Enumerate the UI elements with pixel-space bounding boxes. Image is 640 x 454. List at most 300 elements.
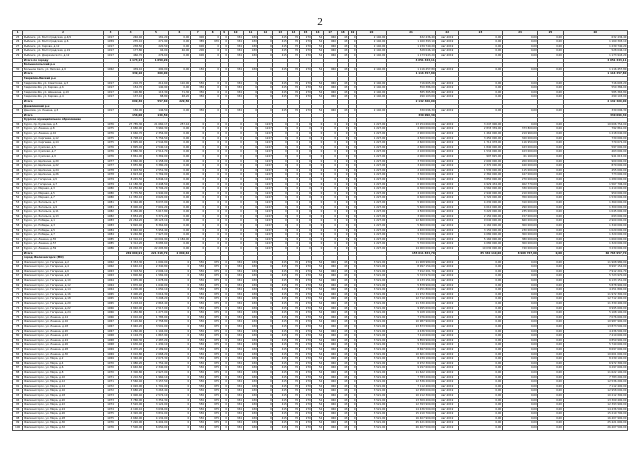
table-cell: 0 bbox=[258, 393, 273, 398]
table-cell: 330 096,30 bbox=[563, 113, 627, 118]
table-cell: Авг.2019 bbox=[436, 150, 459, 155]
table-cell: 0 bbox=[205, 168, 220, 173]
table-cell: 528 046,10 bbox=[563, 49, 627, 54]
table-cell: 0,00 bbox=[538, 361, 563, 366]
table-cell: 0 bbox=[349, 329, 357, 334]
table-cell: 0,00 bbox=[459, 407, 503, 412]
table-cell: 3 016,30 bbox=[143, 292, 168, 297]
table-cell: Авг.2019 bbox=[436, 426, 459, 431]
table-cell: 550 bbox=[190, 265, 205, 270]
table-cell: 150 bbox=[190, 67, 205, 72]
table-cell: 0,00 bbox=[502, 389, 538, 394]
table-cell: 43 bbox=[337, 265, 348, 270]
table-cell: 0 bbox=[258, 260, 273, 265]
table-cell: 0 bbox=[349, 366, 357, 371]
table-cell: 0,00 bbox=[538, 228, 563, 233]
table-cell: 600 bbox=[190, 44, 205, 49]
table-cell: 270 bbox=[299, 44, 312, 49]
table-cell: 380 000,00 bbox=[502, 237, 538, 242]
table-cell: 0,00 bbox=[459, 375, 503, 380]
table-cell: 2 140,00 bbox=[357, 35, 387, 40]
table-cell: 0 bbox=[190, 173, 205, 178]
table-cell: 3 521,00 bbox=[357, 288, 387, 293]
table-cell: 0 bbox=[323, 182, 337, 187]
table-cell: 0 bbox=[228, 223, 243, 228]
table-cell: 0 bbox=[220, 182, 228, 187]
table-cell: 0 bbox=[299, 122, 312, 127]
table-cell: 585 365,80 bbox=[386, 90, 435, 95]
table-cell: Железногорск, ул. Мира, д.18 bbox=[23, 393, 103, 398]
table-cell: 67 bbox=[13, 274, 23, 279]
table-cell: 42 bbox=[13, 150, 23, 155]
table-cell: 430 bbox=[243, 279, 258, 284]
table-cell: 0,00 bbox=[538, 145, 563, 150]
table-cell: 975 bbox=[205, 306, 220, 311]
table-cell: 415 bbox=[273, 269, 288, 274]
table-cell: 0 bbox=[258, 412, 273, 417]
table-cell: 415 bbox=[273, 311, 288, 316]
table-cell: 2 006,10 bbox=[143, 269, 168, 274]
table-cell: 0,00 bbox=[502, 380, 538, 385]
table-cell: 3 521,00 bbox=[357, 320, 387, 325]
table-cell: 2 903,50 bbox=[118, 168, 143, 173]
table-cell: 11 350,10 bbox=[118, 196, 143, 201]
table-cell: 0 bbox=[228, 136, 243, 141]
table-cell: 2 544,80 bbox=[143, 141, 168, 146]
table-cell: 210 000,00 bbox=[502, 191, 538, 196]
table-cell: 0 bbox=[258, 67, 273, 72]
table-cell: 0,00 bbox=[502, 329, 538, 334]
table-cell: 0 bbox=[349, 173, 357, 178]
table-cell: 2 895,40 bbox=[118, 141, 143, 146]
table-cell: 0 bbox=[349, 297, 357, 302]
table-cell: 70 bbox=[288, 407, 299, 412]
table-cell: 43 bbox=[337, 292, 348, 297]
table-cell: 1227 bbox=[258, 132, 273, 137]
table-cell: 550 386,00 bbox=[563, 86, 627, 91]
table-cell: 550 bbox=[190, 421, 205, 426]
table-cell: 970 bbox=[205, 40, 220, 45]
table-cell: 0 bbox=[349, 141, 357, 146]
table-cell: 0 bbox=[243, 219, 258, 224]
table-cell: 0,00 bbox=[169, 155, 191, 160]
table-cell: 0,00 bbox=[459, 306, 503, 311]
table-cell: 229,50 bbox=[169, 99, 191, 104]
table-cell: 975 bbox=[205, 407, 220, 412]
table-cell: 0 bbox=[243, 168, 258, 173]
table-cell: 0 bbox=[273, 168, 288, 173]
table-cell: 0 bbox=[349, 288, 357, 293]
table-cell: 1 712 978,00 bbox=[459, 141, 503, 146]
table-cell: 0,00 bbox=[169, 168, 191, 173]
table-cell: 14 436 500,00 bbox=[386, 407, 435, 412]
table-cell: 4 000 000,00 bbox=[386, 127, 435, 132]
table-cell: Железногорск, ул. Гагарина, д.4 bbox=[23, 265, 103, 270]
table-cell: 13 873 500,00 bbox=[386, 325, 435, 330]
table-cell: 597 000,00 bbox=[563, 145, 627, 150]
table-cell: Железногорск, ул. Мира, д.12 bbox=[23, 380, 103, 385]
table-cell: 0,00 bbox=[459, 260, 503, 265]
table-cell: 975 bbox=[205, 343, 220, 348]
table-cell: 26 407 500,00 bbox=[563, 426, 627, 431]
table-cell: 0 bbox=[349, 67, 357, 72]
table-cell: 0,00 bbox=[169, 223, 191, 228]
table-cell: 3 300 000,00 bbox=[386, 173, 435, 178]
table-cell: 0 bbox=[349, 279, 357, 284]
table-cell: 54 bbox=[312, 398, 323, 403]
table-cell: Авг.2019 bbox=[436, 279, 459, 284]
table-cell: Авг.2019 bbox=[436, 95, 459, 100]
table-cell: 43 bbox=[337, 347, 348, 352]
table-cell: 0 bbox=[258, 334, 273, 339]
table-cell: 1227 bbox=[258, 200, 273, 205]
table-cell: 0 bbox=[323, 205, 337, 210]
table-cell: 2 000 000,00 bbox=[386, 155, 435, 160]
table-cell: 0,00 bbox=[502, 421, 538, 426]
table-cell: 270 bbox=[299, 53, 312, 58]
table-cell: 0 bbox=[349, 219, 357, 224]
table-cell: 0,00 bbox=[169, 44, 191, 49]
table-cell: 3 521,00 bbox=[357, 366, 387, 371]
table-cell: 0 bbox=[205, 155, 220, 160]
table-cell: 33 bbox=[13, 90, 23, 95]
table-cell: 3 521,00 bbox=[357, 403, 387, 408]
table-cell: Курск, ул. Щепкина, д.20 bbox=[23, 159, 103, 164]
table-cell: 1 752,40 bbox=[143, 361, 168, 366]
table-cell: 0 bbox=[169, 297, 191, 302]
table-cell: 0 bbox=[220, 219, 228, 224]
table-cell: 0 bbox=[337, 210, 348, 215]
table-cell: Авг.2019 bbox=[436, 292, 459, 297]
table-cell: 550 bbox=[190, 366, 205, 371]
table-cell: 1227 bbox=[258, 205, 273, 210]
table-cell: 0 bbox=[258, 302, 273, 307]
table-cell: 7 912 201,70 bbox=[386, 269, 435, 274]
table-cell: 960 bbox=[323, 329, 337, 334]
table-cell: 0 bbox=[337, 122, 348, 127]
table-cell: Железногорск, ул. Мира, д.8 bbox=[23, 370, 103, 375]
table-cell: 11 972 300,00 bbox=[563, 292, 627, 297]
table-cell: 160 000,00 bbox=[502, 164, 538, 169]
table-cell: 550 bbox=[190, 302, 205, 307]
table-cell: 0 bbox=[349, 159, 357, 164]
table-cell: 0 bbox=[228, 145, 243, 150]
table-cell: Авг.2019 bbox=[436, 398, 459, 403]
table-cell: 0 bbox=[169, 269, 191, 274]
table-cell: 0 bbox=[243, 187, 258, 192]
table-cell: 2 640,60 bbox=[118, 366, 143, 371]
table-cell: 7 076 600,00 bbox=[563, 315, 627, 320]
table-cell: 0 bbox=[205, 35, 220, 40]
table-cell: 1 160 393,10 bbox=[386, 40, 435, 45]
table-cell: 0,00 bbox=[459, 67, 503, 72]
table-cell: 960 bbox=[323, 407, 337, 412]
table-cell: 0 bbox=[220, 421, 228, 426]
table-cell: 54 bbox=[312, 403, 323, 408]
table-cell: 0 bbox=[243, 122, 258, 127]
table-cell: 0 bbox=[243, 178, 258, 183]
table-cell: 54 bbox=[312, 260, 323, 265]
table-cell: 2 150 000,00 bbox=[459, 214, 503, 219]
table-cell: Авг.2019 bbox=[436, 90, 459, 95]
table-cell: 0,00 bbox=[538, 95, 563, 100]
table-cell: 54 bbox=[312, 347, 323, 352]
table-cell: 270 bbox=[299, 320, 312, 325]
table-cell: 1227 bbox=[258, 164, 273, 169]
table-cell: 0 bbox=[337, 159, 348, 164]
table-cell: 334 bbox=[228, 352, 243, 357]
table-cell: 0 bbox=[312, 122, 323, 127]
table-cell: 43 bbox=[337, 53, 348, 58]
table-cell: 51 bbox=[13, 191, 23, 196]
table-cell: 8 239 100,00 bbox=[386, 357, 435, 362]
table-cell: 334 bbox=[228, 325, 243, 330]
table-cell: 0 bbox=[258, 403, 273, 408]
table-cell: 3 521,00 bbox=[357, 292, 387, 297]
table-cell: 0 bbox=[312, 145, 323, 150]
table-cell: 70 bbox=[288, 260, 299, 265]
table-cell: 1 227,00 bbox=[357, 205, 387, 210]
table-cell: 270 bbox=[299, 95, 312, 100]
table-cell: 98 bbox=[13, 416, 23, 421]
table-cell: 0 bbox=[169, 279, 191, 284]
table-cell: 1963 bbox=[103, 269, 118, 274]
column-index-cell: 18 bbox=[337, 31, 348, 36]
table-cell: 1 530 000,00 bbox=[459, 168, 503, 173]
table-cell: 46,00 bbox=[169, 49, 191, 54]
table-cell: 1984 bbox=[103, 233, 118, 238]
table-cell: 3 850 000,00 bbox=[459, 178, 503, 183]
table-cell: 0 bbox=[220, 269, 228, 274]
table-cell: 0 bbox=[258, 311, 273, 316]
table-cell: 6 300 000,00 bbox=[386, 187, 435, 192]
table-cell: 2 140,00 bbox=[357, 90, 387, 95]
table-cell: 9 297 600,00 bbox=[386, 366, 435, 371]
table-cell: 0 bbox=[258, 366, 273, 371]
table-cell: 941 015,00 bbox=[563, 155, 627, 160]
table-cell: Авг.2019 bbox=[436, 205, 459, 210]
table-cell: 43 bbox=[337, 288, 348, 293]
table-cell: 0 bbox=[228, 168, 243, 173]
table-cell: 0 bbox=[349, 90, 357, 95]
table-cell: 330 096,30 bbox=[386, 109, 435, 114]
table-cell: 0 bbox=[337, 168, 348, 173]
table-cell: 0 bbox=[243, 196, 258, 201]
table-cell: 0 bbox=[220, 145, 228, 150]
table-cell: 0 bbox=[288, 214, 299, 219]
table-cell: 146,50 bbox=[143, 109, 168, 114]
table-cell: 54 bbox=[312, 90, 323, 95]
table-cell: 0,00 bbox=[502, 288, 538, 293]
table-cell: 0 bbox=[288, 233, 299, 238]
table-cell: Рыбинск, ул. Дзержинского, д.12 bbox=[23, 53, 103, 58]
table-cell: 155 011 834,70 bbox=[386, 251, 435, 256]
table-cell: 415 bbox=[273, 325, 288, 330]
table-cell: 235,10 bbox=[118, 40, 143, 45]
table-cell: 1 116 457,80 bbox=[386, 67, 435, 72]
table-cell: 0 bbox=[190, 150, 205, 155]
table-cell: 1227 bbox=[258, 173, 273, 178]
table-cell: 0 bbox=[205, 233, 220, 238]
table-cell: 2 900 000,00 bbox=[386, 132, 435, 137]
table-cell: 270 bbox=[299, 297, 312, 302]
table-cell: 0,00 bbox=[538, 311, 563, 316]
table-cell: 334 bbox=[228, 320, 243, 325]
table-cell: 270 bbox=[299, 426, 312, 431]
table-cell: 270 bbox=[299, 343, 312, 348]
table-cell: 0 bbox=[243, 182, 258, 187]
table-cell: 975 bbox=[205, 311, 220, 316]
table-cell: 0 bbox=[220, 426, 228, 431]
table-cell: Авг.2019 bbox=[436, 361, 459, 366]
table-cell: 3 521,00 bbox=[357, 265, 387, 270]
table-cell: 1 227,00 bbox=[357, 182, 387, 187]
table-cell: 1227 bbox=[258, 219, 273, 224]
table-cell: 0 bbox=[349, 228, 357, 233]
table-cell: 5 700 000,00 bbox=[386, 242, 435, 247]
table-cell: 43 bbox=[337, 260, 348, 265]
table-cell: 1 227,00 bbox=[357, 164, 387, 169]
table-cell: 0,00 bbox=[538, 306, 563, 311]
table-cell: 1227 bbox=[258, 122, 273, 127]
table-cell: 430 bbox=[243, 338, 258, 343]
table-cell: 0 bbox=[337, 223, 348, 228]
table-cell: 0 bbox=[205, 49, 220, 54]
table-cell: 0,00 bbox=[538, 334, 563, 339]
table-cell: 2 660,70 bbox=[118, 132, 143, 137]
table-cell: 0,00 bbox=[459, 421, 503, 426]
table-cell: 0 bbox=[349, 81, 357, 86]
table-cell: 3 371,20 bbox=[143, 214, 168, 219]
table-cell: 0,00 bbox=[459, 361, 503, 366]
table-cell: 0,00 bbox=[502, 338, 538, 343]
table-cell: 54 bbox=[312, 35, 323, 40]
table-cell: 334 bbox=[228, 265, 243, 270]
table-cell: 1 227,00 bbox=[357, 228, 387, 233]
table-cell: 270 bbox=[299, 366, 312, 371]
table-cell: 54 bbox=[312, 329, 323, 334]
table-cell: Курск, ул. Победы, д.7 bbox=[23, 233, 103, 238]
table-cell: 0 bbox=[288, 246, 299, 251]
table-cell: 0 bbox=[220, 150, 228, 155]
table-cell: 334 bbox=[228, 380, 243, 385]
table-cell: 4 436 500,00 bbox=[563, 329, 627, 334]
table-cell: 0 bbox=[190, 233, 205, 238]
table-cell: 0 bbox=[169, 329, 191, 334]
table-cell: 975 bbox=[205, 292, 220, 297]
table-cell: 6 456,90 bbox=[118, 210, 143, 215]
table-cell: 8 037,00 bbox=[143, 200, 168, 205]
table-cell: 270 bbox=[299, 90, 312, 95]
table-cell: 334 bbox=[228, 40, 243, 45]
table-cell: 1 791,00 bbox=[143, 384, 168, 389]
table-cell: 270 bbox=[299, 260, 312, 265]
table-cell: 0 bbox=[205, 44, 220, 49]
table-cell: 960 bbox=[323, 343, 337, 348]
table-cell: 1 227,00 bbox=[357, 196, 387, 201]
table-cell: Железногорск, ул. Мира, д.30 bbox=[23, 421, 103, 426]
table-cell: 1983 bbox=[103, 219, 118, 224]
table-cell: 0,00 bbox=[502, 122, 538, 127]
table-cell: 0 bbox=[243, 109, 258, 114]
table-cell: 0 bbox=[323, 233, 337, 238]
table-cell: 330 096,30 bbox=[563, 109, 627, 114]
table-cell: 0,00 bbox=[538, 136, 563, 141]
table-cell: 43 bbox=[337, 283, 348, 288]
table-cell: 0 bbox=[299, 178, 312, 183]
table-cell: 1917 bbox=[103, 44, 118, 49]
table-cell: 3 521,00 bbox=[357, 302, 387, 307]
table-cell: 0 bbox=[323, 246, 337, 251]
table-cell: 7 783 200,00 bbox=[386, 375, 435, 380]
table-cell: Авг.2019 bbox=[436, 246, 459, 251]
table-cell: 415 bbox=[273, 40, 288, 45]
table-cell: 1 227,00 bbox=[357, 155, 387, 160]
table-cell: 70 bbox=[288, 338, 299, 343]
table-cell: 0 bbox=[258, 86, 273, 91]
table-cell: 70 bbox=[288, 389, 299, 394]
table-cell: 960 bbox=[323, 375, 337, 380]
table-cell: 4 560 000,00 bbox=[459, 187, 503, 192]
table-cell: 0,00 bbox=[538, 320, 563, 325]
table-cell: 415 bbox=[273, 35, 288, 40]
table-cell: 0,00 bbox=[459, 81, 503, 86]
table-cell: 415 bbox=[273, 315, 288, 320]
table-cell: 0 bbox=[220, 67, 228, 72]
table-cell: 2 840,00 bbox=[118, 306, 143, 311]
table-cell: Авг.2019 bbox=[436, 311, 459, 316]
table-cell: 0,00 bbox=[538, 403, 563, 408]
table-cell: 0,00 bbox=[538, 40, 563, 45]
table-cell: 10 002,90 bbox=[143, 237, 168, 242]
table-cell: 415 bbox=[273, 375, 288, 380]
table-cell: 0 bbox=[169, 315, 191, 320]
table-cell: 56 bbox=[13, 214, 23, 219]
table-cell: 0 bbox=[273, 164, 288, 169]
table-cell: 43 bbox=[337, 269, 348, 274]
table-cell: 430 bbox=[243, 67, 258, 72]
table-cell: Авг.2019 bbox=[436, 370, 459, 375]
table-cell: 54 bbox=[312, 49, 323, 54]
table-cell: 8 997 154,00 bbox=[386, 265, 435, 270]
table-cell: 3 120,60 bbox=[118, 320, 143, 325]
table-cell: 1970 bbox=[103, 361, 118, 366]
table-cell: 0 bbox=[337, 173, 348, 178]
table-cell: 900 bbox=[190, 35, 205, 40]
table-cell: 3 521,00 bbox=[357, 297, 387, 302]
table-cell: 0 bbox=[312, 155, 323, 160]
table-cell: 3 157,50 bbox=[143, 380, 168, 385]
table-cell: 115 000,00 bbox=[502, 168, 538, 173]
table-cell: 0 bbox=[312, 141, 323, 146]
table-cell: 1 530 000,00 bbox=[563, 196, 627, 201]
table-cell: 0 bbox=[205, 164, 220, 169]
table-cell: 12 180,30 bbox=[118, 182, 143, 187]
table-cell: 0 bbox=[312, 205, 323, 210]
table-cell: 96 bbox=[13, 407, 23, 412]
table-cell: 270 bbox=[299, 334, 312, 339]
table-cell: 2 340,00 bbox=[118, 357, 143, 362]
table-cell: 0,00 bbox=[169, 214, 191, 219]
table-cell: 0 bbox=[349, 168, 357, 173]
table-cell: 0,00 bbox=[538, 421, 563, 426]
table-cell: 0 bbox=[228, 246, 243, 251]
table-cell: 6 600 000,00 bbox=[386, 196, 435, 201]
table-cell: 1975 bbox=[103, 136, 118, 141]
table-cell: 270 bbox=[299, 274, 312, 279]
table-cell: 0 bbox=[258, 421, 273, 426]
table-cell: 0 bbox=[205, 159, 220, 164]
